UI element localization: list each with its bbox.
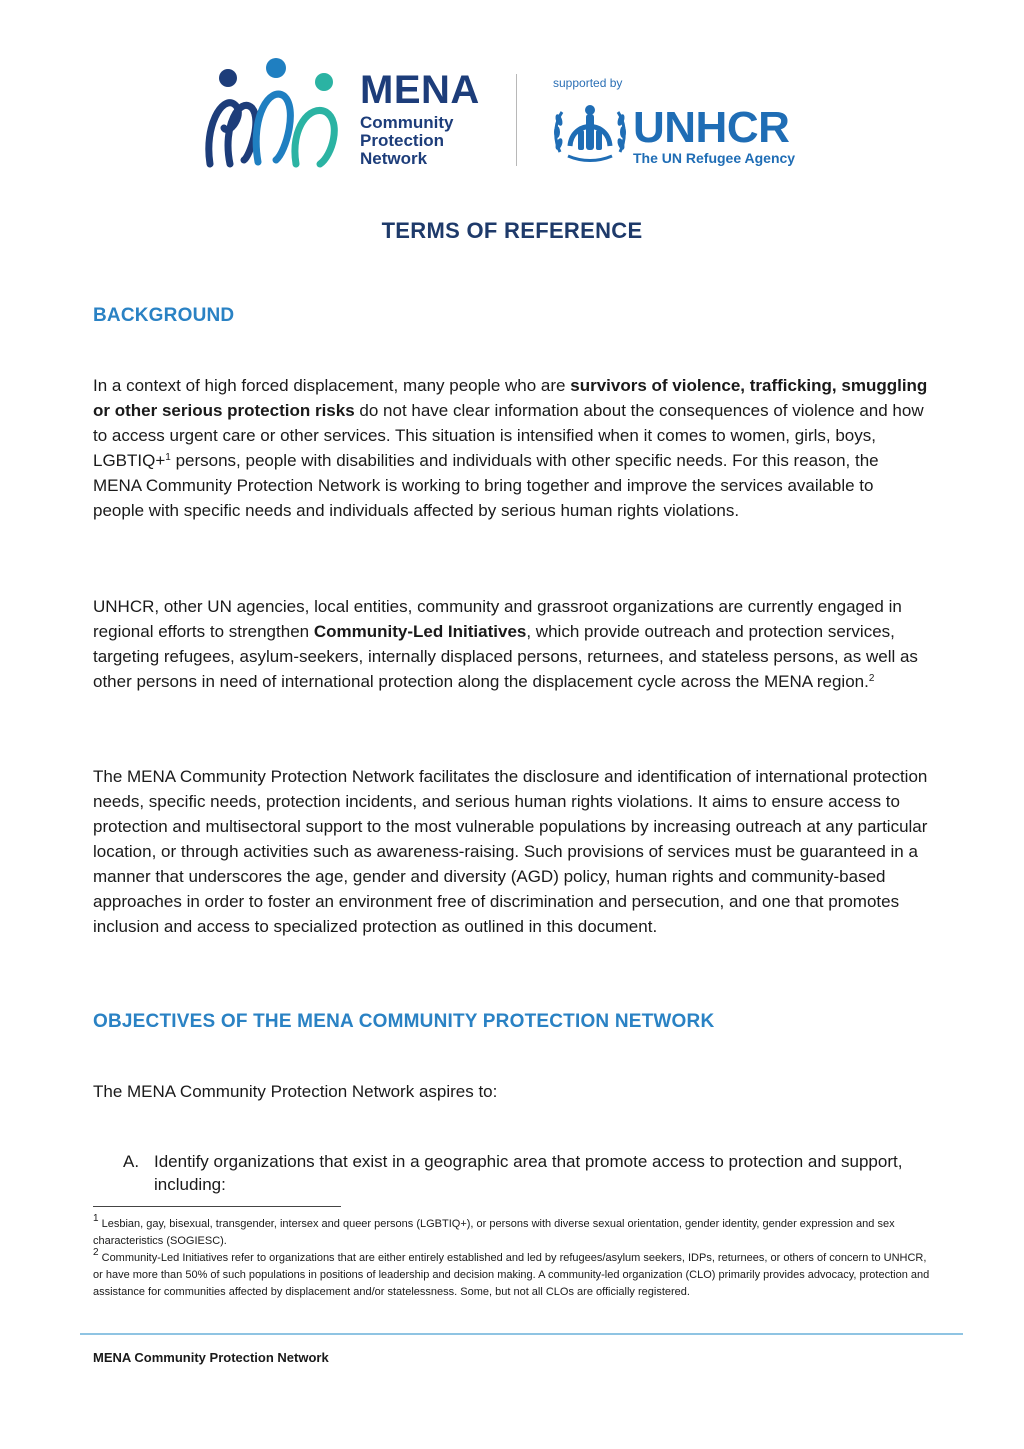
mena-figures-logo-icon <box>200 56 350 176</box>
footnote-number: 2 <box>93 1247 99 1258</box>
text-run: , which provide outreach and protection services, targeting refugees, asylum-seekers, internally displaced persons, returnees, and stateless persons, as well as other persons in need of international protection along the displacement cycle across the MENA region. <box>93 622 918 691</box>
mena-logo-name: MENA <box>360 68 480 112</box>
bold-text-run: Community-Led Initiatives <box>313 622 527 641</box>
unhcr-emblem-icon <box>552 100 628 166</box>
footnote-ref-1[interactable]: 1 <box>165 452 171 463</box>
footnote-number: 1 <box>93 1213 99 1224</box>
list-item-text: Identify organizations that exist in a geographic area that promote access to protection and support, including: <box>154 1152 903 1194</box>
background-paragraph-2 <box>93 594 929 694</box>
footnote-text: Community-Led Initiatives refer to organizations that are either entirely established and led by refugees/asylum seekers, IDPs, returnees, or others of concern to UNHCR, or have more than 50% of such populations in positions of leadership and decision making. A community-led organization (CLO) primarily provides advocacy, protection and assistance for communities affected by displacement and/or statelessness. Some, but not all CLOs are officially registered. <box>93 1252 930 1298</box>
footnote-text: Lesbian, gay, bisexual, transgender, intersex and queer persons (LGBTIQ+), or persons with diverse sexual orientation, gender identity, gender expression and sex characteristics (SOGIESC). <box>93 1218 895 1247</box>
background-heading: BACKGROUND <box>93 305 235 326</box>
text-run: persons, people with disabilities and individuals with other specific needs. For this reason, the MENA Community Protection Network is working to bring together and improve the services available to people with specific needs and individuals affected by serious human rights violations. <box>93 451 879 520</box>
document-title: TERMS OF REFERENCE <box>381 218 643 243</box>
bold-text-run: survivors of violence, trafficking, smuggling or other serious protection risks <box>93 376 928 420</box>
mena-logo-sub-line: Protection <box>360 131 445 150</box>
unhcr-logo-tagline: The UN Refugee Agency <box>633 150 796 166</box>
objectives-intro: The MENA Community Protection Network aspires to: <box>93 1082 498 1101</box>
text-run: do not have clear information about the consequences of violence and how to access urgent care or other services. This situation is intensified when it comes to women, girls, boys, LGBTIQ+ <box>93 401 924 470</box>
footnote-2 <box>93 1247 933 1301</box>
logo-divider <box>516 74 517 166</box>
background-paragraph-1 <box>93 373 929 523</box>
mena-logo-sub-line: Community <box>360 113 454 132</box>
text-run: UNHCR, other UN agencies, local entities, community and grassroot organizations are currently engaged in regional efforts to strengthen <box>93 597 902 641</box>
footnotes <box>93 1213 933 1301</box>
footnote-1 <box>93 1213 933 1250</box>
page-footer: MENA Community Protection Network <box>93 1350 329 1365</box>
text-run: In a context of high forced displacement, many people who are <box>93 376 571 395</box>
footnote-separator <box>93 1206 341 1207</box>
objectives-heading: OBJECTIVES OF THE MENA COMMUNITY PROTECTION NETWORK <box>93 1011 715 1032</box>
background-paragraph-3: The MENA Community Protection Network facilitates the disclosure and identification of international protection needs, specific needs, protection incidents, and serious human rights violations. It aims to ensure access to protection and multisectoral support to the most vulnerable populations by increasing outreach at any particular location, or through activities such as awareness-raising. Such provisions of services must be guaranteed in a manner that underscores the age, gender and diversity (AGD) policy, human rights and community-based approaches in order to foster an environment free of discrimination and persecution, and one that promotes inclusion and access to specialized protection as outlined in this document. <box>93 767 928 936</box>
mena-logo-sub-line: Network <box>360 149 428 168</box>
list-marker: A. <box>123 1152 140 1171</box>
header-logos <box>200 56 840 176</box>
unhcr-logo-name: UNHCR <box>633 103 790 152</box>
footnote-ref-2[interactable]: 2 <box>868 673 875 684</box>
supported-by-label: supported by <box>553 76 623 90</box>
mena-logo-subtitle <box>360 114 500 168</box>
footer-divider <box>80 1333 963 1335</box>
